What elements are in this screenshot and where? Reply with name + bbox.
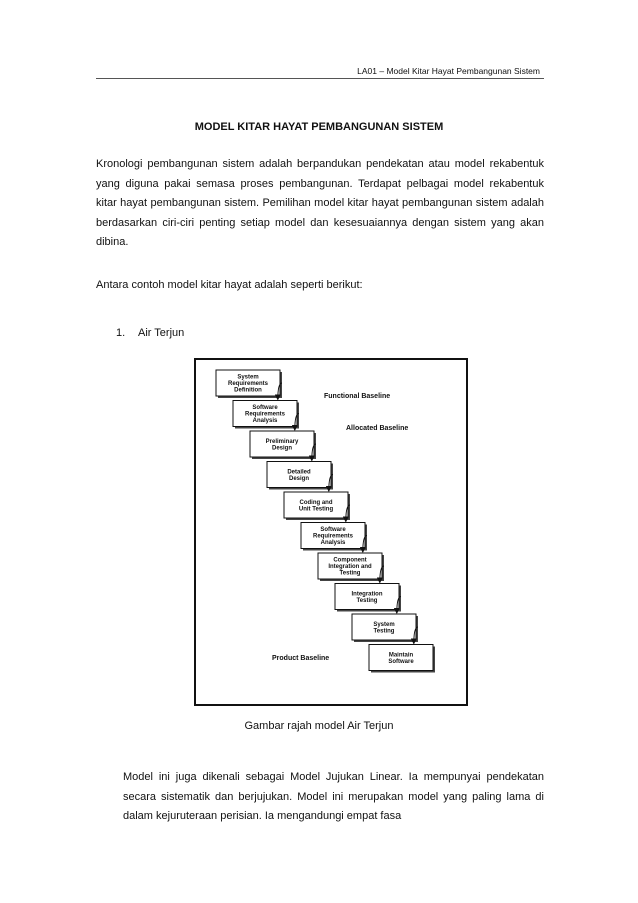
- step-label: Maintain: [388, 652, 414, 659]
- waterfall-step: [318, 553, 384, 581]
- list-item-label: Air Terjun: [138, 327, 185, 339]
- body-paragraph: Model ini juga dikenali sebagai Model Jujukan Linear. Ia mempunyai pendekatan secara sistematik dan berjujukan. Model ini merupakan model yang paling lama di dalam kejuruteraan perisian. Ia mengandungi empat fasa: [123, 771, 544, 822]
- functional-baseline-label: Functional Baseline: [324, 393, 391, 400]
- waterfall-step: [216, 370, 282, 398]
- step-label: Requirements: [244, 411, 286, 418]
- step-label: Testing: [339, 570, 361, 577]
- step-label: Definition: [234, 387, 262, 394]
- step-label: Requirements: [312, 533, 354, 540]
- waterfall-step: [369, 645, 435, 673]
- waterfall-step: [335, 584, 401, 612]
- waterfall-step: [233, 401, 299, 429]
- waterfall-step: [352, 614, 418, 642]
- step-label: Design: [271, 445, 293, 452]
- document-title: MODEL KITAR HAYAT PEMBANGUNAN SISTEM: [194, 121, 444, 133]
- waterfall-diagram: [194, 358, 468, 706]
- product-baseline-label: Product Baseline: [272, 655, 330, 662]
- step-label: Design: [288, 475, 310, 482]
- step-label: Detailed: [287, 469, 311, 476]
- examples-intro: Antara contoh model kitar hayat adalah seperti berikut:: [96, 279, 363, 291]
- step-label: Requirements: [227, 381, 269, 387]
- waterfall-step: [301, 523, 367, 551]
- waterfall-step: [250, 431, 316, 459]
- step-label: Coding and: [299, 499, 333, 506]
- step-label: Software: [388, 658, 414, 665]
- step-label: Unit Testing: [298, 506, 334, 513]
- step-label: Preliminary: [265, 438, 299, 445]
- waterfall-diagram-canvas: [196, 360, 466, 704]
- step-label: System: [373, 621, 395, 628]
- figure-caption: Gambar rajah model Air Terjun: [244, 720, 394, 732]
- intro-paragraph: Kronologi pembangunan sistem adalah berpandukan pendekatan atau model rekabentuk yang diguna pakai semasa proses pembangunan. Terdapat pelbagai model rekabentuk kitar hayat pembangunan sistem. Pemilihan model kitar hayat pembangunan sistem adalah berdasarkan ciri-ciri penting setiap model dan kesesuaiannya dengan sistem yang akan dibina.: [96, 158, 544, 248]
- step-label: Testing: [356, 597, 378, 604]
- waterfall-step: [284, 492, 350, 520]
- step-label: Testing: [373, 628, 395, 635]
- step-label: Software: [320, 527, 346, 533]
- header-text: LA01 – Model Kitar Hayat Pembangunan Sistem: [357, 66, 540, 76]
- step-label: System: [237, 374, 259, 381]
- page-header: [96, 66, 544, 79]
- list-item-number: 1.: [116, 327, 126, 339]
- step-label: Component: [333, 557, 367, 564]
- step-label: Integration: [351, 591, 383, 598]
- step-label: Analysis: [252, 418, 278, 424]
- list-item-waterfall: [116, 327, 184, 339]
- step-label: Software: [252, 405, 278, 411]
- step-label: Analysis: [320, 540, 346, 546]
- waterfall-step: [267, 462, 333, 490]
- step-label: Integration and: [328, 564, 372, 570]
- allocated-baseline-label: Allocated Baseline: [346, 425, 409, 432]
